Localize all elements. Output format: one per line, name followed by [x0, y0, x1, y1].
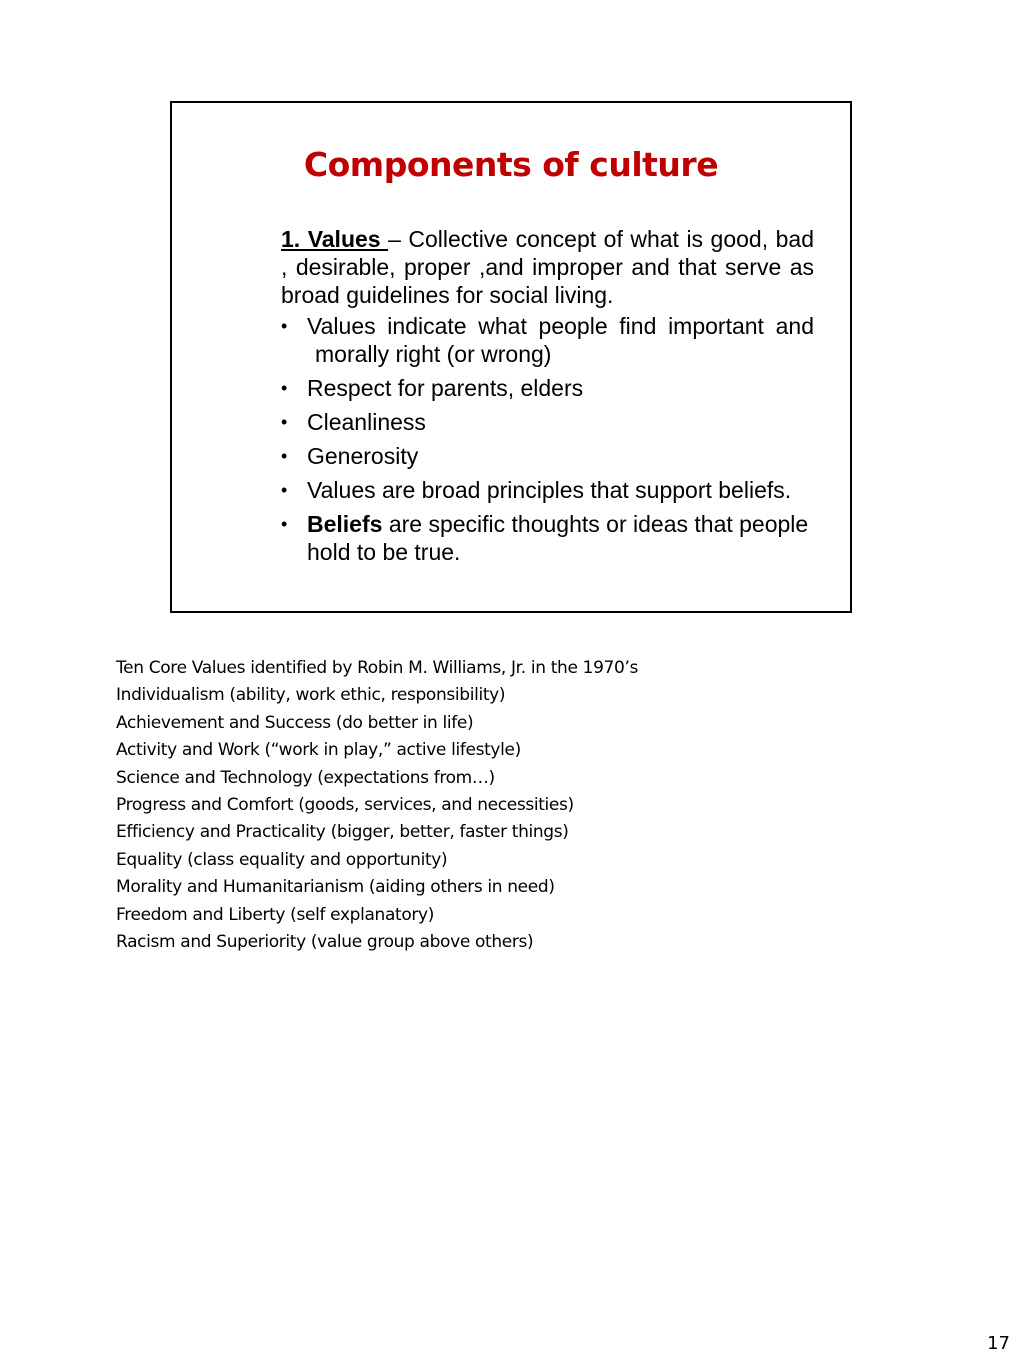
- page-number: 17: [987, 1333, 1010, 1354]
- values-definition-text: – Collective concept of what is good, bad , desirable, proper ,and improper and that serve as broad guidelines for social living.: [281, 226, 814, 308]
- notes-line: Science and Technology (expectations from…): [116, 767, 495, 788]
- bullet-icon: •: [281, 446, 288, 466]
- list-item-text: Generosity: [307, 443, 419, 469]
- notes-line: Morality and Humanitarianism (aiding others in need): [116, 877, 555, 898]
- list-item-text: Values are broad principles that support beliefs.: [307, 477, 792, 503]
- bullet-icon: •: [281, 514, 288, 534]
- notes-line: Freedom and Liberty (self explanatory): [116, 904, 435, 925]
- beliefs-text: are specific thoughts or ideas that people hold to be true.: [307, 511, 809, 565]
- slide-frame: [170, 101, 852, 613]
- bullet-icon: •: [281, 316, 288, 336]
- bullet-list: [281, 312, 814, 566]
- list-item: [281, 374, 814, 402]
- list-item: [281, 408, 814, 436]
- list-item-text: Values indicate what people find important and morally right (or wrong): [307, 313, 814, 367]
- slide-title: Components of culture: [303, 145, 719, 184]
- list-item-text: [307, 510, 814, 566]
- notes-heading: Ten Core Values identified by Robin M. Williams, Jr. in the 1970’s: [116, 658, 639, 678]
- values-term: 1. Values: [281, 226, 389, 252]
- notes-line: Efficiency and Practicality (bigger, better, faster things): [116, 822, 569, 843]
- beliefs-term: Beliefs: [307, 511, 383, 537]
- notes-line: Racism and Superiority (value group above others): [116, 932, 534, 953]
- list-item-text: Cleanliness: [307, 409, 426, 435]
- values-definition: [281, 225, 814, 309]
- bullet-icon: •: [281, 412, 288, 432]
- notes-line: Progress and Comfort (goods, services, and necessities): [116, 795, 574, 816]
- notes-line: Individualism (ability, work ethic, responsibility): [116, 685, 506, 706]
- list-item: [281, 510, 814, 566]
- notes: [116, 655, 876, 956]
- list-item: [281, 442, 814, 470]
- notes-line: Achievement and Success (do better in life): [116, 712, 474, 733]
- list-item-text: Respect for parents, elders: [307, 375, 584, 401]
- list-item: [281, 312, 814, 368]
- bullet-icon: •: [281, 480, 288, 500]
- notes-line: Activity and Work (“work in play,” active lifestyle): [116, 740, 521, 761]
- bullet-icon: •: [281, 378, 288, 398]
- notes-line: Equality (class equality and opportunity): [116, 849, 448, 870]
- slide-body: [281, 225, 814, 572]
- list-item: [281, 476, 814, 504]
